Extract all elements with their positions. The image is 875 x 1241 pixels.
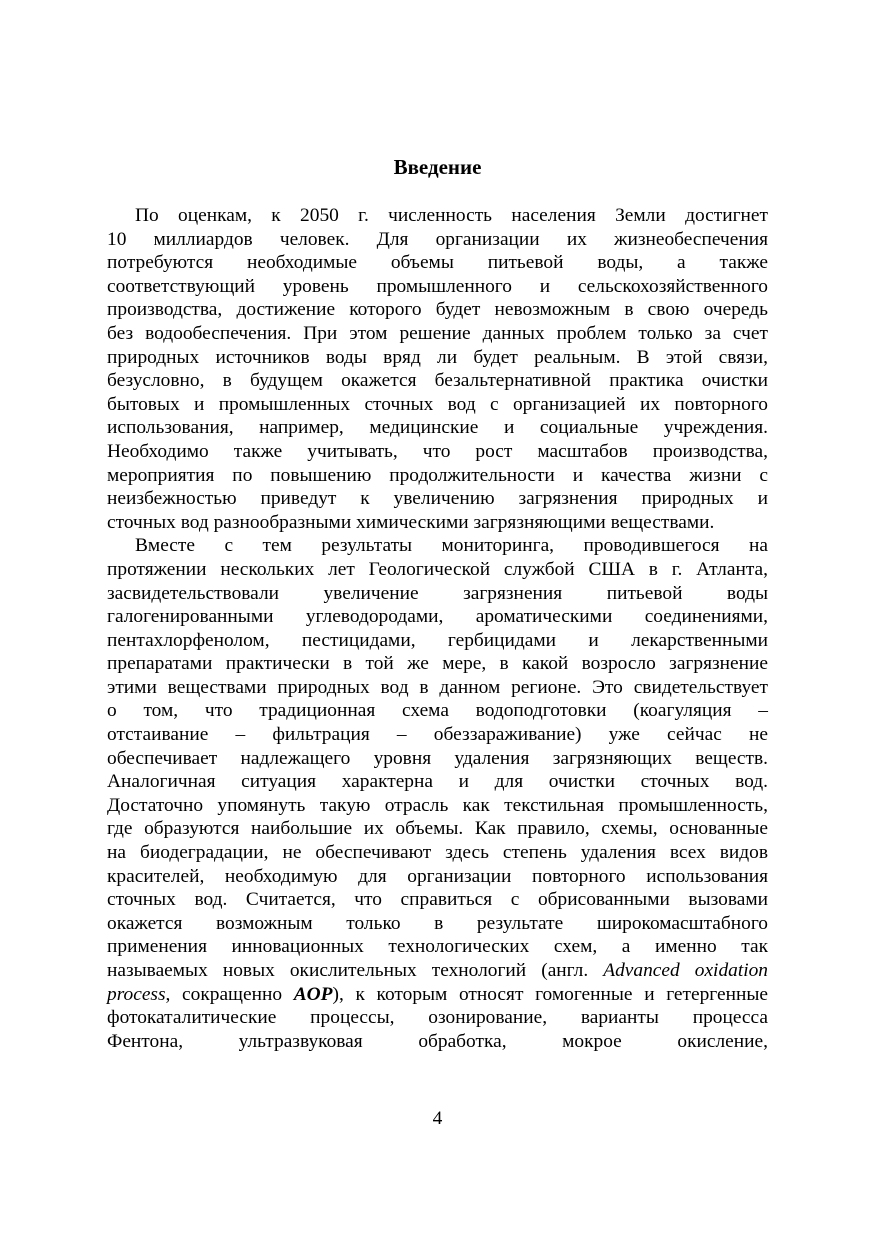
text-line: препаратами практически в той же мере, в какой возросло загрязнение bbox=[107, 653, 768, 675]
text-line: без водообеспечения. При этом решение данных проблем только за счет bbox=[107, 322, 768, 344]
text-line: По оценкам, к 2050 г. численность населения Земли достигнет bbox=[135, 205, 768, 226]
text-line: фотокаталитические процессы, озонирование, варианты процесса bbox=[107, 1007, 768, 1029]
text-line: окажется возможным только в результате широкомасштабного bbox=[107, 912, 768, 934]
text-line: обеспечивает надлежащего уровня удаления загрязняющих веществ. bbox=[107, 747, 768, 769]
text-line: потребуются необходимые объемы питьевой воды, а также bbox=[107, 252, 768, 274]
text-line: Фентона, ультразвуковая обработка, мокрое окисление, bbox=[107, 1030, 768, 1052]
text-line: производства, достижение которого будет невозможным в свою очередь bbox=[107, 299, 768, 321]
text-run: , сокращенно bbox=[165, 983, 294, 1005]
text-line: соответствующий уровень промышленного и сельскохозяйственного bbox=[107, 275, 768, 297]
text-line: 10 миллиардов человек. Для организации их жизнеобеспечения bbox=[107, 228, 768, 250]
text-line: природных источников воды вряд ли будет реальным. В этой связи, bbox=[107, 346, 768, 368]
text-line: о том, что традиционная схема водоподготовки (коагуляция – bbox=[107, 700, 768, 722]
text-line: сточных вод разнообразными химическими загрязняющими веществами. bbox=[107, 511, 715, 533]
text-line: этими веществами природных вод в данном регионе. Это свидетельствует bbox=[107, 676, 768, 698]
text-line: Аналогичная ситуация характерна и для очистки сточных вод. bbox=[107, 771, 768, 793]
page-title: Введение bbox=[393, 155, 482, 179]
text-line: пентахлорфенолом, пестицидами, гербицидами и лекарственными bbox=[107, 629, 768, 651]
text-line: отстаивание – фильтрация – обеззараживание) уже сейчас не bbox=[107, 724, 768, 746]
text-line: засвидетельствовали увеличение загрязнения питьевой воды bbox=[107, 582, 768, 604]
abbreviation: AOP bbox=[293, 983, 333, 1005]
paragraph-1 bbox=[107, 204, 768, 534]
text-line: где образуются наибольшие их объемы. Как правило, схемы, основанные bbox=[107, 818, 768, 840]
italic-term: process bbox=[107, 983, 166, 1005]
text-run: ), к которым относят гомогенные и гетергенные bbox=[332, 983, 768, 1005]
text-line: Необходимо также учитывать, что рост масштабов производства, bbox=[107, 440, 768, 462]
text-line: мероприятия по повышению продолжительности и качества жизни с bbox=[107, 464, 768, 486]
text-line: сточных вод. Считается, что справиться с обрисованными вызовами bbox=[107, 889, 768, 911]
text-line: красителей, необходимую для организации повторного использования bbox=[107, 865, 768, 887]
text-run: называемых новых окислительных технологий (англ. bbox=[107, 960, 604, 981]
paragraph-2 bbox=[107, 534, 768, 1053]
text-line: на биодеградации, не обеспечивают здесь степень удаления всех видов bbox=[107, 842, 768, 864]
text-line bbox=[107, 983, 768, 1007]
text-line: Достаточно упомянуть такую отрасль как текстильная промышленность, bbox=[107, 794, 768, 816]
text-line: безусловно, в будущем окажется безальтернативной практика очистки bbox=[107, 370, 768, 392]
page-number: 4 bbox=[432, 1108, 443, 1129]
body-text bbox=[107, 204, 768, 1053]
text-line: применения инновационных технологических схем, а именно так bbox=[107, 936, 768, 958]
text-line: неизбежностью приведут к увеличению загрязнения природных и bbox=[107, 488, 768, 510]
text-line: Вместе с тем результаты мониторинга, проводившегося на bbox=[135, 535, 768, 557]
text-line: бытовых и промышленных сточных вод с организацией их повторного bbox=[107, 393, 768, 415]
italic-term: Advanced oxidation bbox=[603, 960, 769, 981]
text-line: галогенированными углеводородами, ароматическими соединениями, bbox=[107, 606, 768, 628]
text-line: использования, например, медицинские и социальные учреждения. bbox=[107, 417, 768, 439]
text-line: протяжении нескольких лет Геологической службой США в г. Атланта, bbox=[107, 558, 768, 580]
text-line bbox=[107, 959, 768, 983]
